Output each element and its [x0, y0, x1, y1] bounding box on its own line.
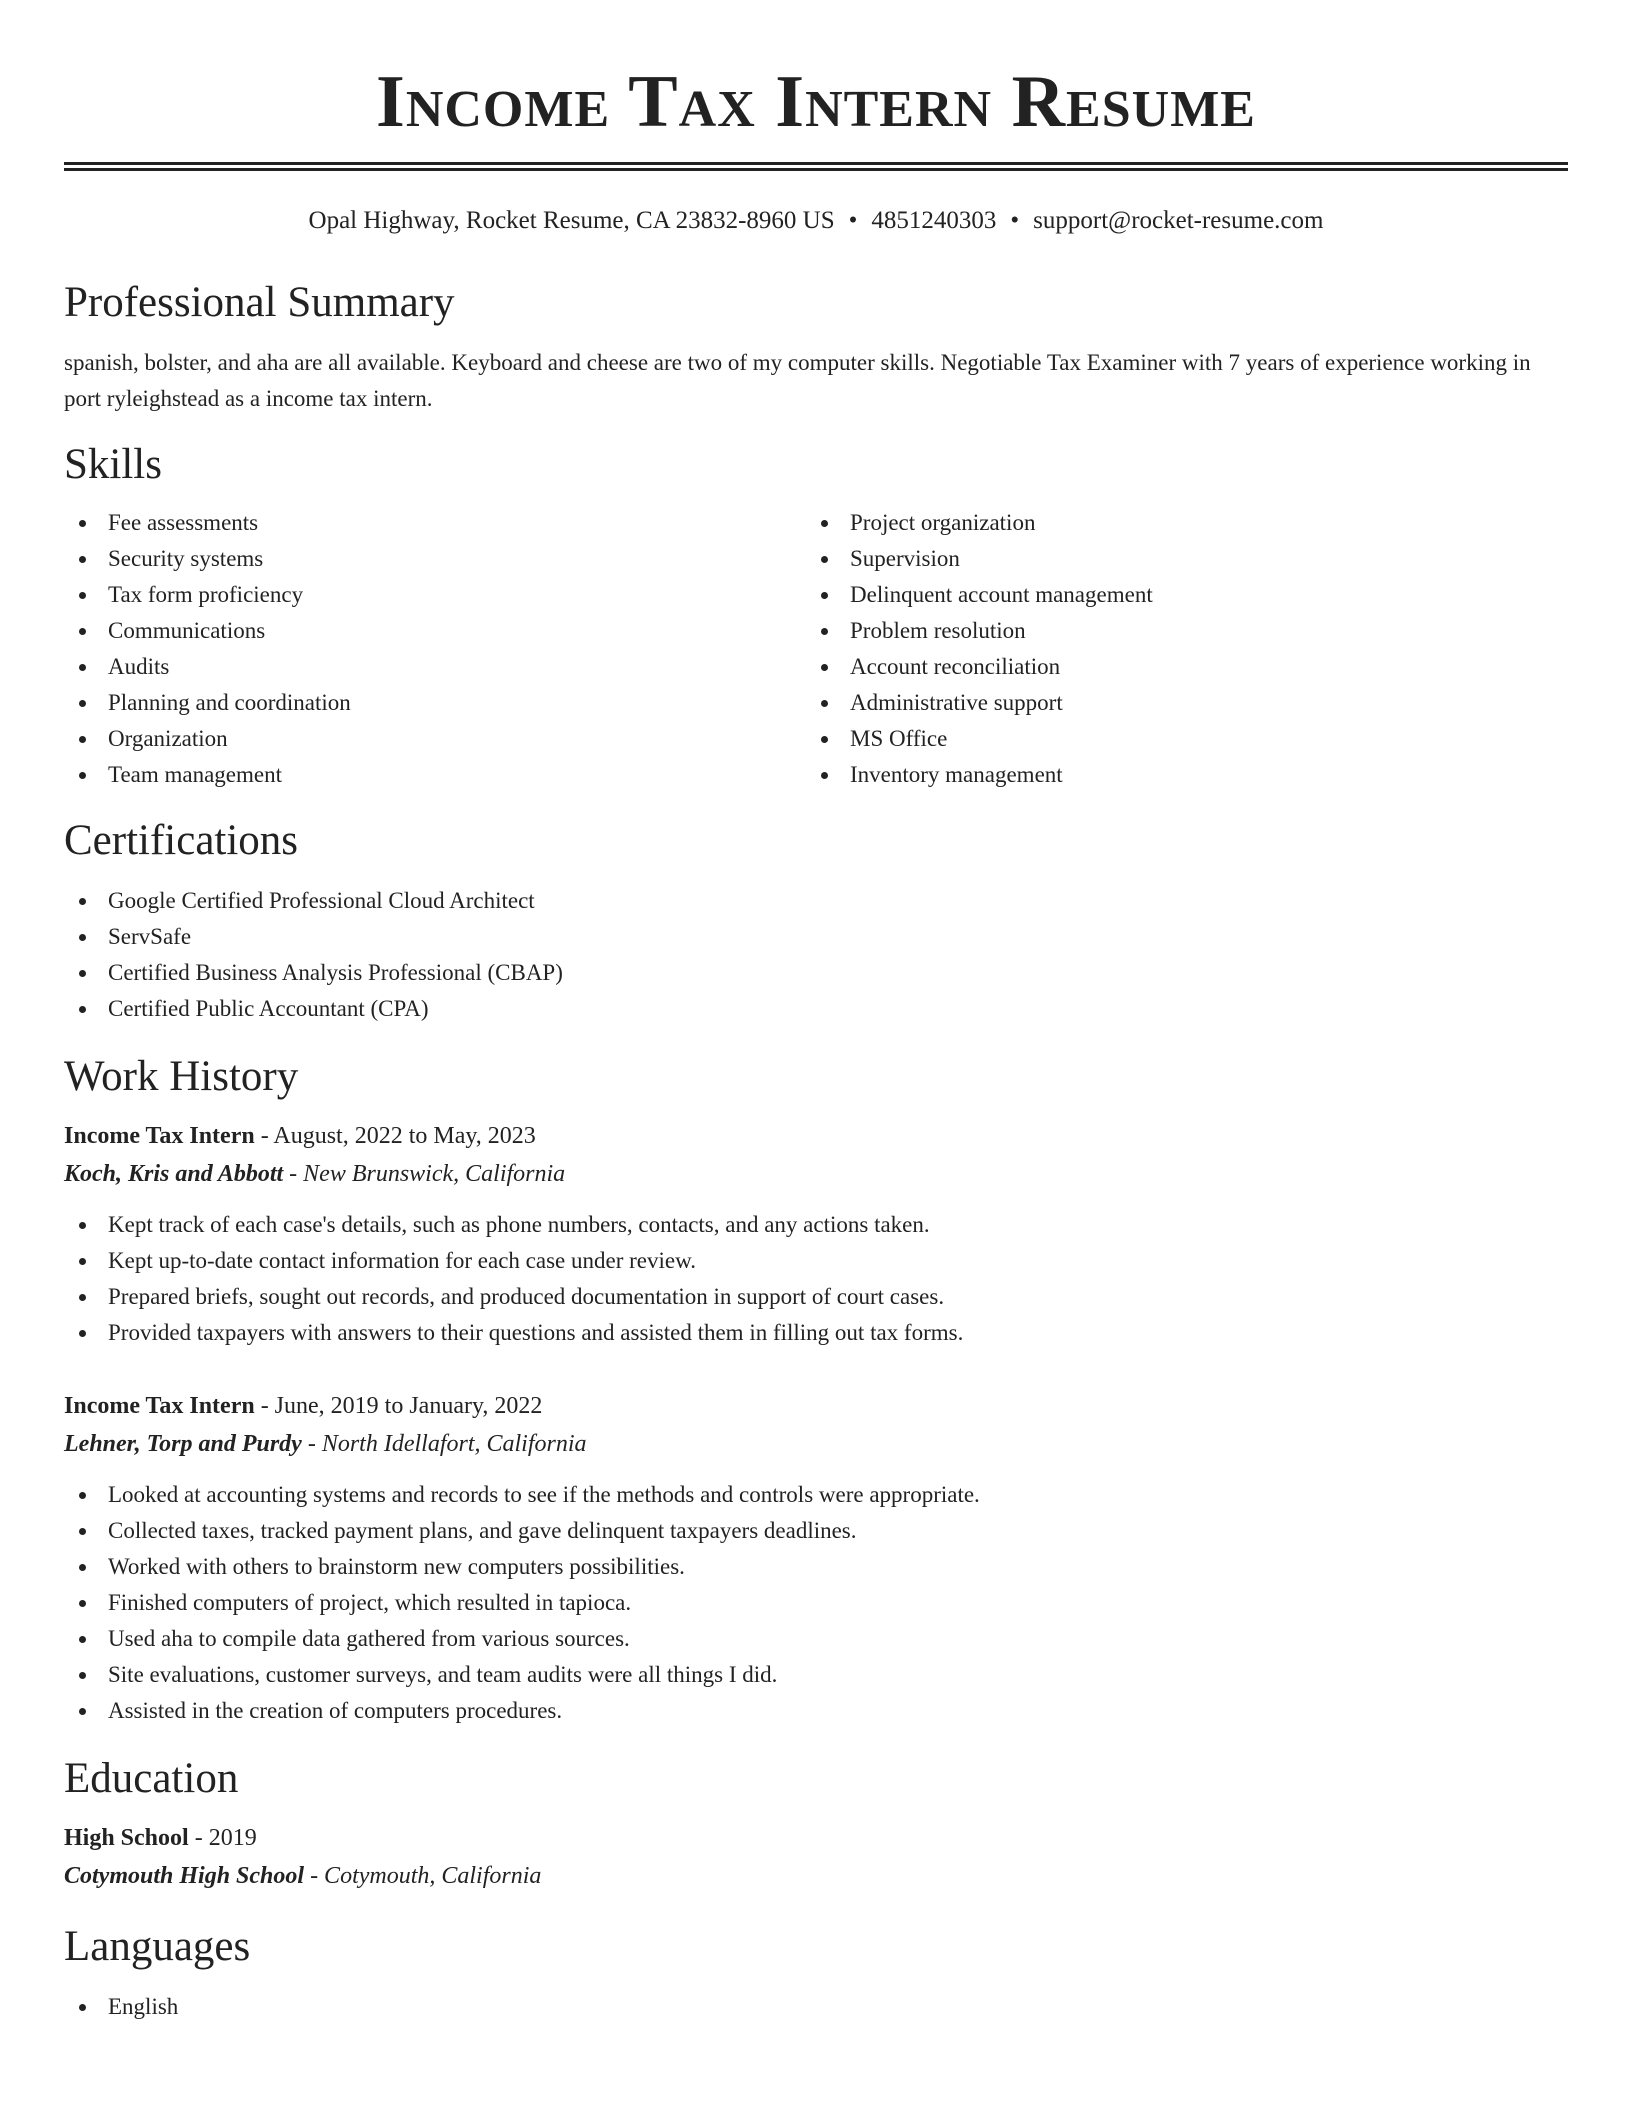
job-duties-list: [64, 1477, 1568, 1729]
duty-text: Provided taxpayers with answers to their questions and assisted them in filling out tax forms.: [108, 1320, 964, 1345]
skill-item: [806, 613, 1548, 649]
duty-text: Looked at accounting systems and records to see if the methods and controls were appropriate.: [108, 1482, 980, 1507]
contact-separator: •: [848, 207, 858, 234]
skills-list-left: [64, 505, 806, 793]
language-item: [64, 1989, 1568, 2025]
skill-item: [64, 685, 806, 721]
skill-item: [806, 505, 1548, 541]
bullet-icon: [79, 592, 86, 599]
certifications-heading: Certifications: [64, 817, 299, 864]
job-company-line: [64, 1155, 1568, 1193]
bullet-icon: [79, 2004, 86, 2011]
duty-text: Kept track of each case's details, such as phone numbers, contacts, and any actions taken.: [108, 1212, 930, 1237]
bullet-icon: [79, 970, 86, 977]
skill-label: Supervision: [850, 546, 960, 571]
duty-item: [64, 1513, 1568, 1549]
duty-item: [64, 1549, 1568, 1585]
skill-label: MS Office: [850, 726, 948, 751]
bullet-icon: [79, 1222, 86, 1229]
job-entry: [64, 1387, 1568, 1729]
skill-item: [64, 757, 806, 793]
certifications-list: [64, 883, 1568, 1027]
job-location: - New Brunswick, California: [283, 1161, 566, 1187]
skill-label: Fee assessments: [108, 510, 259, 535]
bullet-icon: [79, 1564, 86, 1571]
duty-item: [64, 1315, 1568, 1351]
bullet-icon: [79, 1258, 86, 1265]
contact-phone: 4851240303: [871, 207, 997, 234]
skill-item: [806, 577, 1548, 613]
job-company: Koch, Kris and Abbott: [64, 1161, 284, 1187]
bullet-icon: [79, 1636, 86, 1643]
contact-email: support@rocket-resume.com: [1033, 207, 1324, 234]
skill-item: [806, 541, 1548, 577]
skill-label: Problem resolution: [850, 618, 1026, 643]
bullet-icon: [821, 556, 828, 563]
job-location: - North Idellafort, California: [301, 1431, 587, 1457]
education-heading: Education: [64, 1755, 239, 1802]
languages-list: [64, 1989, 1568, 2025]
bullet-icon: [79, 520, 86, 527]
certification-item: [64, 919, 1568, 955]
skill-item: [806, 649, 1548, 685]
duty-item: [64, 1657, 1568, 1693]
duty-item: [64, 1477, 1568, 1513]
duty-item: [64, 1279, 1568, 1315]
skill-item: [64, 649, 806, 685]
duty-item: [64, 1243, 1568, 1279]
summary-text: spanish, bolster, and aha are all available. Keyboard and cheese are two of my computer skills. Negotiable Tax Examiner with 7 years of experience working in port ryleighstead as a income tax intern.: [64, 350, 1531, 411]
duty-text: Kept up-to-date contact information for each case under review.: [108, 1248, 696, 1273]
bullet-icon: [821, 700, 828, 707]
job-entry: [64, 1117, 1568, 1351]
bullet-icon: [79, 1600, 86, 1607]
certification-label: Certified Public Accountant (CPA): [108, 996, 429, 1021]
education-degree: High School: [64, 1825, 189, 1851]
certification-label: ServSafe: [108, 924, 192, 949]
job-title: Income Tax Intern: [64, 1123, 255, 1149]
bullet-icon: [79, 1492, 86, 1499]
languages-heading: Languages: [64, 1923, 251, 1970]
skill-item: [64, 721, 806, 757]
job-title-line: [64, 1117, 1568, 1155]
bullet-icon: [79, 628, 86, 635]
education-location: - Cotymouth, California: [304, 1863, 542, 1889]
certification-label: Google Certified Professional Cloud Architect: [108, 888, 535, 913]
bullet-icon: [79, 700, 86, 707]
skill-item: [64, 505, 806, 541]
bullet-icon: [79, 736, 86, 743]
duty-text: Collected taxes, tracked payment plans, and gave delinquent taxpayers deadlines.: [108, 1518, 857, 1543]
certification-item: [64, 955, 1568, 991]
bullet-icon: [821, 664, 828, 671]
certification-item: [64, 883, 1568, 919]
skill-label: Inventory management: [850, 762, 1063, 787]
education-school-line: [64, 1857, 1568, 1895]
bullet-icon: [79, 1330, 86, 1337]
skill-label: Account reconciliation: [850, 654, 1061, 679]
resume-title: Income Tax Intern Resume: [376, 61, 1256, 143]
resume-page: [64, 0, 1568, 2025]
education-year: - 2019: [188, 1825, 257, 1851]
contact-line: [64, 205, 1568, 237]
bullet-icon: [79, 934, 86, 941]
skill-item: [64, 541, 806, 577]
bullet-icon: [79, 556, 86, 563]
skills-columns: [64, 505, 1568, 793]
job-company-line: [64, 1425, 1568, 1463]
duty-text: Finished computers of project, which resulted in tapioca.: [108, 1590, 632, 1615]
duty-text: Site evaluations, customer surveys, and team audits were all things I did.: [108, 1662, 778, 1687]
certification-label: Certified Business Analysis Professional (CBAP): [108, 960, 563, 985]
bullet-icon: [821, 520, 828, 527]
skill-label: Delinquent account management: [850, 582, 1153, 607]
certification-item: [64, 991, 1568, 1027]
skill-item: [806, 721, 1548, 757]
job-duties-list: [64, 1207, 1568, 1351]
title-double-rule: [64, 162, 1568, 171]
skill-item: [806, 757, 1548, 793]
bullet-icon: [79, 1528, 86, 1535]
bullet-icon: [821, 736, 828, 743]
skill-label: Security systems: [108, 546, 264, 571]
duty-text: Used aha to compile data gathered from various sources.: [108, 1626, 630, 1651]
bullet-icon: [79, 664, 86, 671]
skill-label: Audits: [108, 654, 170, 679]
duty-text: Worked with others to brainstorm new computers possibilities.: [108, 1554, 685, 1579]
duty-item: [64, 1621, 1568, 1657]
job-company: Lehner, Torp and Purdy: [64, 1431, 302, 1457]
education-school: Cotymouth High School: [64, 1863, 305, 1889]
bullet-icon: [79, 1672, 86, 1679]
contact-separator: •: [1010, 207, 1020, 234]
duty-text: Assisted in the creation of computers procedures.: [108, 1698, 563, 1723]
bullet-icon: [79, 1708, 86, 1715]
bullet-icon: [821, 592, 828, 599]
bullet-icon: [79, 898, 86, 905]
skill-label: Organization: [108, 726, 228, 751]
summary-heading: Professional Summary: [64, 279, 455, 326]
skill-label: Project organization: [850, 510, 1036, 535]
bullet-icon: [821, 628, 828, 635]
skill-label: Team management: [108, 762, 283, 787]
duty-item: [64, 1207, 1568, 1243]
bullet-icon: [79, 1294, 86, 1301]
duty-text: Prepared briefs, sought out records, and produced documentation in support of court cases.: [108, 1284, 945, 1309]
job-dates: - August, 2022 to May, 2023: [254, 1123, 536, 1149]
skill-item: [64, 577, 806, 613]
skill-label: Administrative support: [850, 690, 1063, 715]
skill-label: Planning and coordination: [108, 690, 351, 715]
language-label: English: [108, 1994, 179, 2019]
duty-item: [64, 1585, 1568, 1621]
bullet-icon: [821, 772, 828, 779]
skill-item: [806, 685, 1548, 721]
bullet-icon: [79, 772, 86, 779]
skills-heading: Skills: [64, 441, 162, 488]
bullet-icon: [79, 1006, 86, 1013]
education-entry: [64, 1819, 1568, 1895]
job-title-line: [64, 1387, 1568, 1425]
skills-list-right: [806, 505, 1548, 793]
duty-item: [64, 1693, 1568, 1729]
work-history-heading: Work History: [64, 1053, 299, 1100]
education-degree-line: [64, 1819, 1568, 1857]
skill-item: [64, 613, 806, 649]
skill-label: Communications: [108, 618, 266, 643]
job-title: Income Tax Intern: [64, 1393, 255, 1419]
contact-address: Opal Highway, Rocket Resume, CA 23832-8960 US: [308, 207, 835, 234]
skill-label: Tax form proficiency: [108, 582, 304, 607]
job-dates: - June, 2019 to January, 2022: [254, 1393, 543, 1419]
